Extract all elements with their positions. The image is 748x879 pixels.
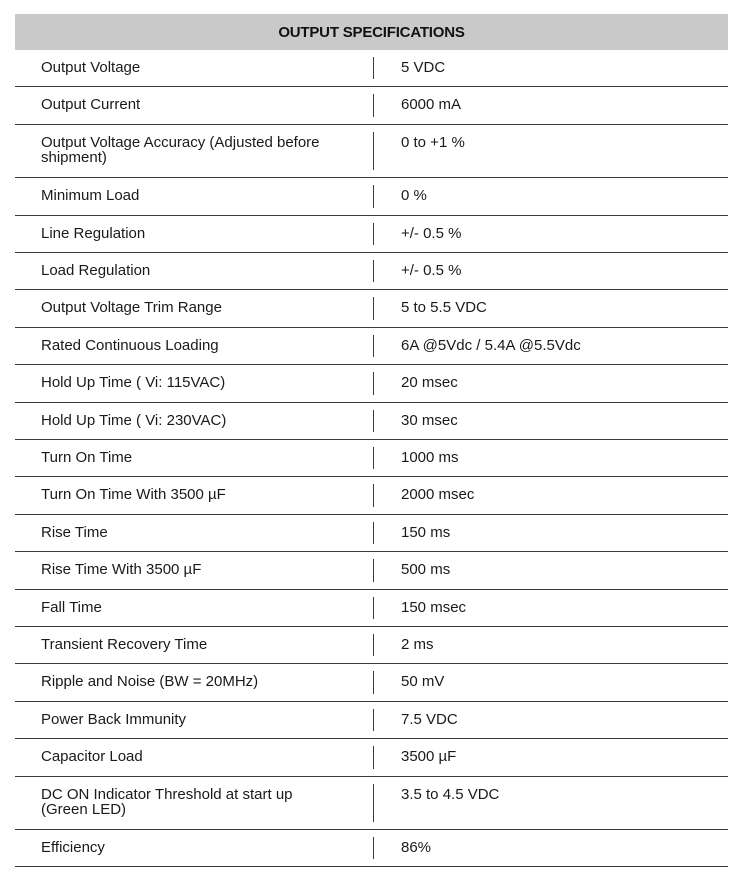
spec-value: 50 mV <box>401 673 445 691</box>
spec-label: Output Voltage Trim Range <box>41 299 222 317</box>
spec-value: 20 msec <box>401 374 458 392</box>
table-row <box>15 777 728 831</box>
spec-value: 0 % <box>401 187 427 205</box>
table-row <box>15 515 728 552</box>
table-row <box>15 125 728 179</box>
spec-value: +/- 0.5 % <box>401 224 462 242</box>
spec-value: 2000 msec <box>401 486 475 504</box>
spec-label: DC ON Indicator Threshold at start up (Green LED) <box>41 785 293 818</box>
spec-label: Efficiency <box>41 839 105 857</box>
spec-value: 150 msec <box>401 598 467 616</box>
spec-value: 3500 µF <box>401 748 457 766</box>
spec-label: Power Back Immunity <box>41 710 187 728</box>
spec-value: 7.5 VDC <box>401 710 458 728</box>
spec-label: Rated Continuous Loading <box>41 336 219 354</box>
spec-value: +/- 0.5 % <box>401 262 462 280</box>
spec-label: Load Regulation <box>41 262 151 280</box>
spec-value: 0 to +1 % <box>401 133 465 151</box>
table-row <box>15 552 728 589</box>
table-row <box>15 216 728 253</box>
table-row <box>15 590 728 627</box>
table-title: OUTPUT SPECIFICATIONS <box>15 14 728 50</box>
table-row <box>15 87 728 124</box>
spec-label: Turn On Time With 3500 µF <box>41 486 226 504</box>
table-row <box>15 253 728 290</box>
spec-value: 5 VDC <box>401 59 446 76</box>
table-row <box>15 477 728 514</box>
spec-label: Output Current <box>41 96 141 114</box>
spec-label: Rise Time With 3500 µF <box>41 561 202 579</box>
table-row <box>15 440 728 477</box>
spec-value: 86% <box>401 839 432 857</box>
spec-label: Ripple and Noise (BW = 20MHz) <box>41 673 259 691</box>
spec-label: Fall Time <box>41 598 102 616</box>
spec-label: Rise Time <box>41 523 108 541</box>
spec-label: Hold Up Time ( Vi: 115VAC) <box>41 374 226 392</box>
spec-label: Line Regulation <box>41 224 146 242</box>
spec-label: Transient Recovery Time <box>41 635 208 653</box>
table-row <box>15 365 728 402</box>
spec-label: Minimum Load <box>41 187 140 205</box>
spec-label: Hold Up Time ( Vi: 230VAC) <box>41 411 227 429</box>
table-row <box>15 664 728 701</box>
spec-value: 6A @5Vdc / 5.4A @5.5Vdc <box>401 336 581 354</box>
spec-value: 6000 mA <box>401 96 462 114</box>
table-row <box>15 702 728 739</box>
spec-value: 500 ms <box>401 561 451 579</box>
spec-value: 5 to 5.5 VDC <box>401 299 487 317</box>
spec-label: Output Voltage Accuracy (Adjusted before shipment) <box>41 133 320 166</box>
spec-value: 1000 ms <box>401 449 459 467</box>
table-row <box>15 739 728 776</box>
spec-label: Turn On Time <box>41 449 133 467</box>
spec-value: 150 ms <box>401 523 451 541</box>
table-row <box>15 328 728 365</box>
table-row <box>15 627 728 664</box>
table-row <box>15 50 728 87</box>
spec-label: Output Voltage <box>41 59 141 76</box>
table-row <box>15 178 728 215</box>
spec-value: 2 ms <box>401 635 434 653</box>
spec-value: 3.5 to 4.5 VDC <box>401 785 500 803</box>
spec-label: Capacitor Load <box>41 748 143 766</box>
table-row <box>15 290 728 327</box>
table-row <box>15 403 728 440</box>
table-row <box>15 830 728 867</box>
output-specifications-table <box>15 14 728 867</box>
spec-value: 30 msec <box>401 411 458 429</box>
